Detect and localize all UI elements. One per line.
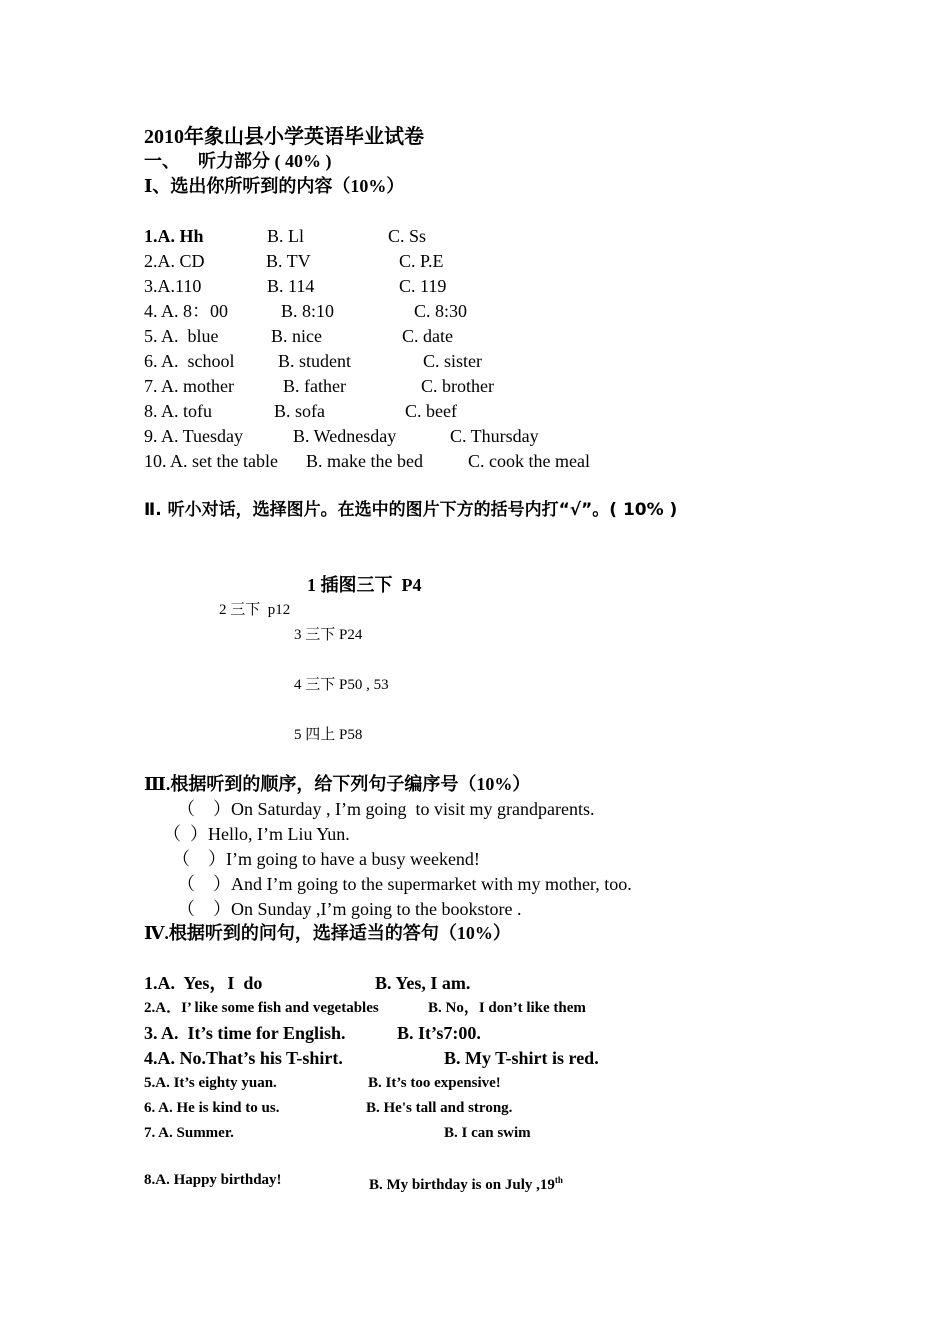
section-1-heading: Ⅰ、选出你所听到的内容（10%） [144,176,405,196]
list-item: （ ）On Sunday ,I’m going to the bookstore . [177,899,522,919]
list-item: （ ）On Saturday , I’m going to visit my grandparents. [177,799,595,819]
picture-label: 4 三下 P50 , 53 [294,677,389,693]
picture-label: 1 插图三下 P4 [307,575,422,595]
part-heading: 一、 听力部分 ( 40% ) [144,151,332,171]
section-4-heading: Ⅳ.根据听到的问句，选择适当的答句（10%） [144,923,511,943]
section-3-heading: Ⅲ.根据听到的顺序，给下列句子编序号（10%） [144,774,531,794]
picture-label: 5 四上 P58 [294,727,363,743]
page-title: 2010年象山县小学英语毕业试卷 [144,126,424,148]
picture-label: 3 三下 P24 [294,627,363,643]
list-item: （ ）And I’m going to the supermarket with my mother, too. [177,874,632,894]
section-2-heading: Ⅱ. 听小对话，选择图片。在选中的图片下方的括号内打“√”。( 10% ) [144,500,678,520]
picture-label: 2 三下 p12 [219,602,291,618]
list-item: （ ）Hello, I’m Liu Yun. [163,824,350,844]
list-item: （ ）I’m going to have a busy weekend! [172,849,480,869]
